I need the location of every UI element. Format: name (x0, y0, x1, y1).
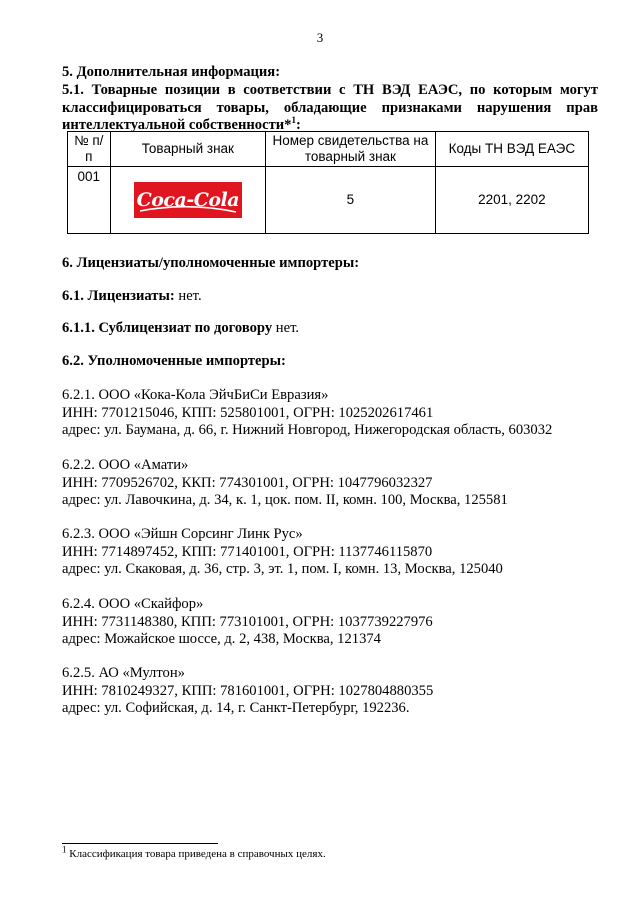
trademark-table (67, 131, 589, 234)
importer-name: 6.2.4. ООО «Скайфор» (62, 596, 204, 612)
header-num: № п/п (68, 132, 111, 167)
importer-name: 6.2.5. АО «Мултон» (62, 665, 185, 681)
footnote-ref: 1 (291, 115, 296, 126)
header-codes: Коды ТН ВЭД ЕАЭС (435, 132, 588, 167)
importer-ids: ИНН: 7810249327, КПП: 781601001, ОГРН: 1027804880355 (62, 682, 434, 699)
coca-cola-logo (134, 182, 242, 218)
importer-entry (62, 596, 598, 649)
importer-ids: ИНН: 7701215046, КПП: 525801001, ОГРН: 1025202617461 (62, 404, 434, 421)
logo-text: Coca-Cola (136, 189, 240, 211)
importer-ids: ИНН: 7709526702, ККП: 774301001, ОГРН: 1047796032327 (62, 474, 433, 491)
section-6-heading: 6. Лицензиаты/уполномоченные импортеры: (62, 255, 360, 271)
importer-name: 6.2.3. ООО «Эйшн Сорсинг Линк Рус» (62, 526, 303, 542)
importer-address: адрес: ул. Баумана, д. 66, г. Нижний Новгород, Нижегородская область, 603032 (62, 422, 553, 438)
row-codes: 2201, 2202 (435, 167, 588, 234)
importer-entry (62, 387, 598, 440)
header-trademark: Товарный знак (110, 132, 266, 167)
footnote-divider (62, 843, 218, 844)
importer-name: 6.2.2. ООО «Амати» (62, 457, 189, 473)
importer-entry (62, 457, 598, 510)
importer-name: 6.2.1. ООО «Кока-Кола ЭйчБиСи Евразия» (62, 387, 329, 403)
table-row (68, 167, 589, 234)
footnote-text: Классификация товара приведена в справочных целях. (66, 848, 326, 860)
section-6-2-heading: 6.2. Уполномоченные импортеры: (62, 353, 286, 369)
header-certificate: Номер свидетельства на товарный знак (266, 132, 436, 167)
table-header-row (68, 132, 589, 167)
section-6-1-1: 6.1.1. Сублицензиат по договору нет. (62, 320, 300, 336)
section-6-1: 6.1. Лицензиаты: нет. (62, 288, 202, 304)
importer-ids: ИНН: 7714897452, КПП: 771401001, ОГРН: 1137746115870 (62, 543, 433, 560)
importer-address: адрес: ул. Скаковая, д. 36, стр. 3, эт. 1, пом. I, комн. 13, Москва, 125040 (62, 561, 503, 577)
footnote (62, 844, 326, 860)
row-trademark (110, 167, 266, 234)
section-5-heading: 5. Дополнительная информация: (62, 64, 281, 80)
importer-entry (62, 526, 598, 579)
footnote-marker: 1 (62, 844, 67, 855)
row-certificate: 5 (266, 167, 436, 234)
page-number: 3 (316, 30, 324, 45)
importer-entry (62, 665, 598, 718)
importer-address: адрес: Можайское шоссе, д. 2, 438, Москва, 121374 (62, 631, 381, 647)
importer-address: адрес: ул. Софийская, д. 14, г. Санкт-Петербург, 192236. (62, 700, 410, 716)
importer-address: адрес: ул. Лавочкина, д. 34, к. 1, цок. пом. II, комн. 100, Москва, 125581 (62, 492, 508, 508)
row-num: 001 (68, 167, 111, 234)
section-5-1-text: 5.1. Товарные позиции в соответствии с ТН ВЭД ЕАЭС, по которым могут классифицироваться товары, обладающие признаками нарушения прав интеллектуальной собственности*$^1$: (62, 82, 598, 133)
importer-ids: ИНН: 7731148380, КПП: 773101001, ОГРН: 1037739227976 (62, 613, 433, 630)
